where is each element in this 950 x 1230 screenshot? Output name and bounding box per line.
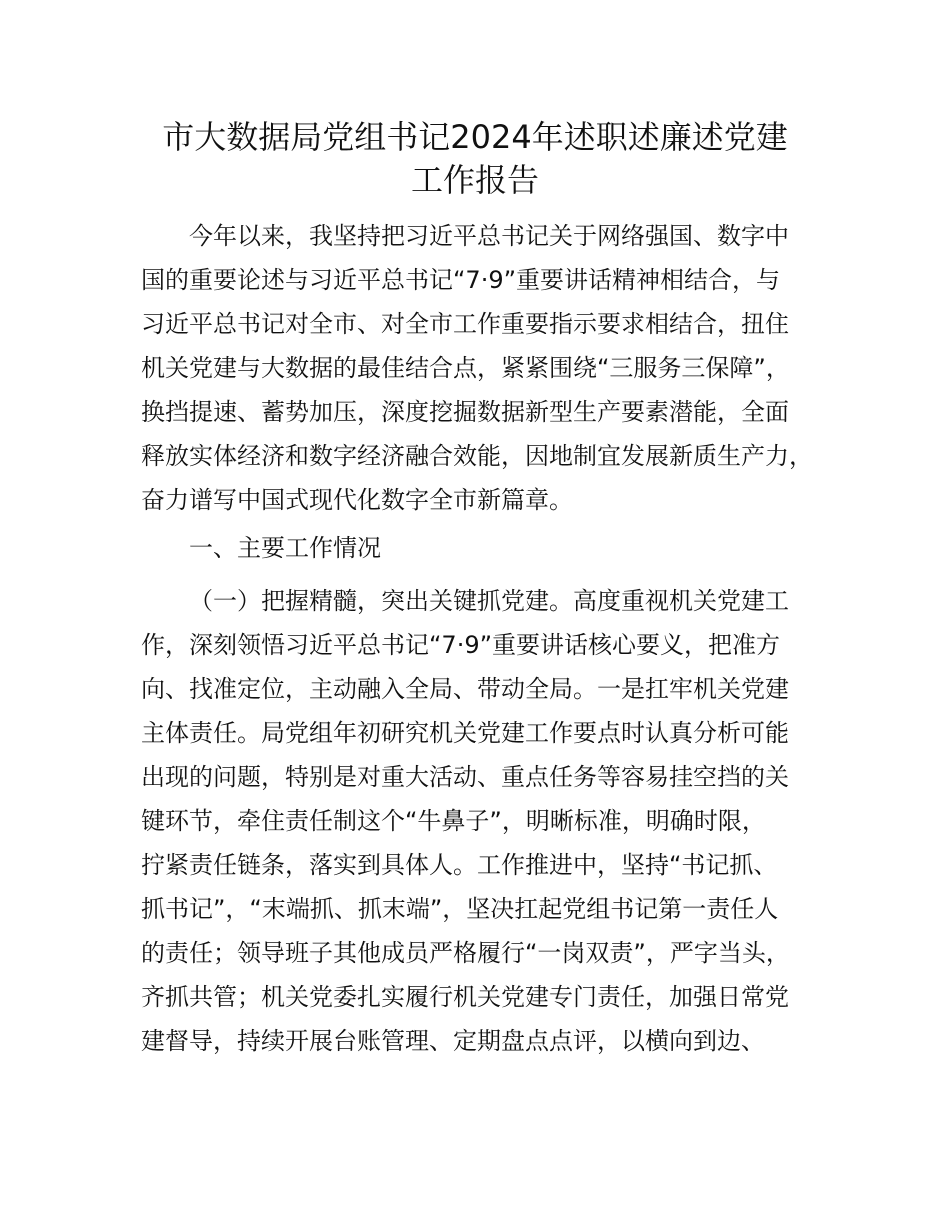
paragraph-2-line-10: 齐抓共管；机关党委扎实履行机关党建专门责任，加强日常党 bbox=[141, 983, 789, 1011]
paragraph-2-line-5: 出现的问题，特别是对重大活动、重点任务等容易挂空挡的关 bbox=[141, 763, 789, 791]
paragraph-2-line-9: 的责任；领导班子其他成员严格履行“一岗双责”，严字当头， bbox=[141, 939, 790, 967]
paragraph-2-line-3: 向、找准定位，主动融入全局、带动全局。一是扛牢机关党建 bbox=[141, 675, 789, 703]
paragraph-2-line-6: 键环节，牵住责任制这个“牛鼻子”，明晰标准，明确时限， bbox=[141, 807, 766, 835]
paragraph-1-line-3: 习近平总书记对全市、对全市工作重要指示要求相结合，扭住 bbox=[141, 310, 789, 338]
paragraph-1-line-5: 换挡提速、蓄势加压，深度挖掘数据新型生产要素潜能，全面 bbox=[141, 398, 789, 426]
paragraph-2-line-1: （一）把握精髓，突出关键抓党建。高度重视机关党建工 bbox=[189, 587, 789, 615]
paragraph-2-line-7: 拧紧责任链条，落实到具体人。工作推进中，坚持“书记抓、 bbox=[141, 851, 778, 879]
paragraph-2-line-8: 抓书记”，“末端抓、抓末端”，坚决扛起党组书记第一责任人 bbox=[141, 895, 779, 923]
paragraph-1-line-1: 今年以来，我坚持把习近平总书记关于网络强国、数字中 bbox=[189, 222, 789, 250]
paragraph-1-line-6: 释放实体经济和数字经济融合效能，因地制宜发展新质生产力， bbox=[141, 442, 813, 470]
paragraph-2-line-2: 作，深刻领悟习近平总书记“7·9”重要讲话核心要义，把准方 bbox=[141, 631, 781, 659]
paragraph-1-line-7: 奋力谱写中国式现代化数字全市新篇章。 bbox=[141, 486, 573, 514]
paragraph-1-line-2: 国的重要论述与习近平总书记“7·9”重要讲话精神相结合，与 bbox=[141, 266, 781, 294]
section-1-heading: 一、主要工作情况 bbox=[189, 534, 381, 562]
document-title-line-1: 市大数据局党组书记2024年述职述廉述党建 bbox=[162, 118, 788, 156]
paragraph-1-line-4: 机关党建与大数据的最佳结合点，紧紧围绕“三服务三保障”， bbox=[141, 354, 790, 382]
document-title-line-2: 工作报告 bbox=[410, 161, 539, 199]
paragraph-2-line-4: 主体责任。局党组年初研究机关党建工作要点时认真分析可能 bbox=[141, 719, 789, 747]
paragraph-2-line-11: 建督导，持续开展台账管理、定期盘点点评，以横向到边、 bbox=[141, 1027, 765, 1055]
